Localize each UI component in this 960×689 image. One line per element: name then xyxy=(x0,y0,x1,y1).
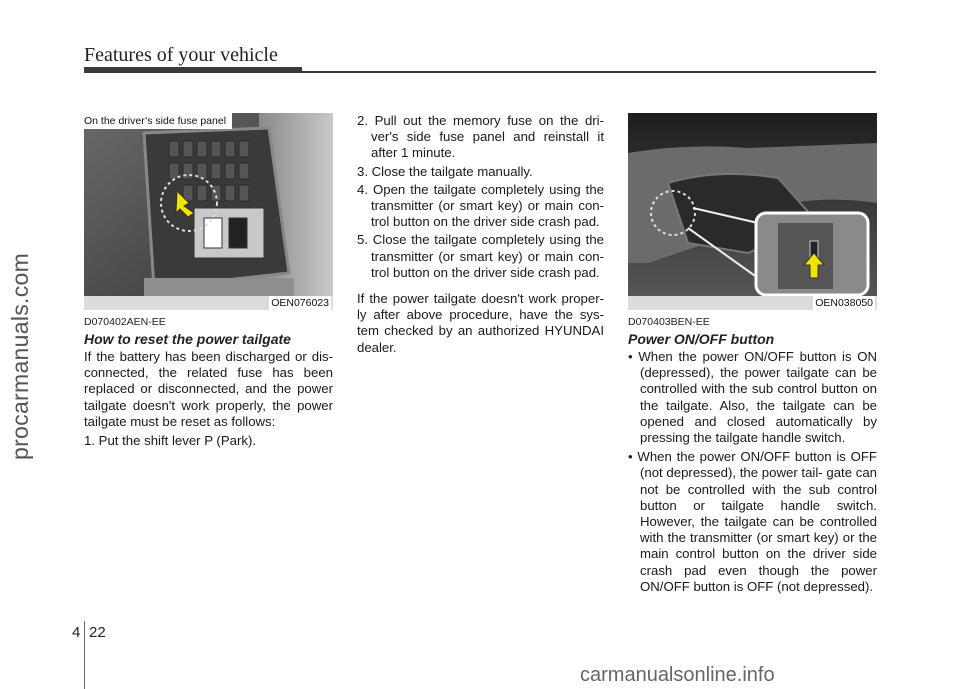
fuse-panel-figure xyxy=(84,113,333,310)
side-watermark: procarmanuals.com xyxy=(7,252,33,460)
chapter-number: 4 xyxy=(72,624,81,641)
left-column xyxy=(84,316,333,449)
section-heading: Power ON/OFF button xyxy=(628,331,775,347)
figure-code: OEN076023 xyxy=(271,297,329,309)
note-paragraph: If the power tailgate doesn't work proper- ly after above procedure, have the sys- tem checked by an authorized HYUNDAI dealer. xyxy=(357,291,604,355)
fuse-panel-illustration xyxy=(84,113,333,310)
power-button-illustration xyxy=(628,113,877,310)
footer-divider xyxy=(84,621,85,689)
intro-paragraph: If the battery has been discharged or dis- connected, the related fuse has been replaced or disconnected, and the power tailgate doesn't work properly, the power tailgate must be reset as follows: xyxy=(84,349,333,429)
section-code: D070403BEN-EE xyxy=(628,316,710,328)
figure-label: On the driver’s side fuse panel xyxy=(84,113,232,129)
list-item: • When the power ON/OFF button is OFF (not depressed), the power tail- gate can not be controlled with the sub control button or tailgate handle switch. However, the tailgate can be controlled with the transmitter (or smart key) or the main control button on the driver side crash pad even though the power ON/OFF button is OFF (not depressed). xyxy=(628,449,877,594)
bullet-list xyxy=(628,349,877,595)
bottom-watermark: carmanualsonline.info xyxy=(580,664,775,686)
list-item: 4. Open the tailgate completely using the transmitter (or smart key) or main con- trol button on the driver side crash pad. xyxy=(357,181,604,230)
section-heading: How to reset the power tailgate xyxy=(84,331,291,347)
crash-pad-figure xyxy=(628,113,877,310)
header-rule-accent xyxy=(84,67,302,73)
page-number: 22 xyxy=(89,624,106,641)
figure-code: OEN038050 xyxy=(815,297,873,309)
page-header-title: Features of your vehicle xyxy=(84,44,278,66)
middle-column xyxy=(357,113,604,356)
steps-list xyxy=(357,113,604,281)
list-item: 2. Pull out the memory fuse on the dri- ver's side fuse panel and reinstall it after 1 minute. xyxy=(357,113,604,161)
list-item: • When the power ON/OFF button is ON (depressed), the power tailgate can be controlled with the sub control button on the tailgate. Also, the tailgate can be opened and closed automatically by pressing the tailgate handle switch. xyxy=(628,349,877,446)
list-item: 5. Close the tailgate completely using the transmitter (or smart key) or main con- trol button on the driver side crash pad. xyxy=(357,232,604,280)
section-code: D070402AEN-EE xyxy=(84,316,166,328)
list-item: 3. Close the tailgate manually. xyxy=(357,163,533,179)
step-1: 1. Put the shift lever P (Park). xyxy=(84,433,256,449)
right-column xyxy=(628,316,877,598)
